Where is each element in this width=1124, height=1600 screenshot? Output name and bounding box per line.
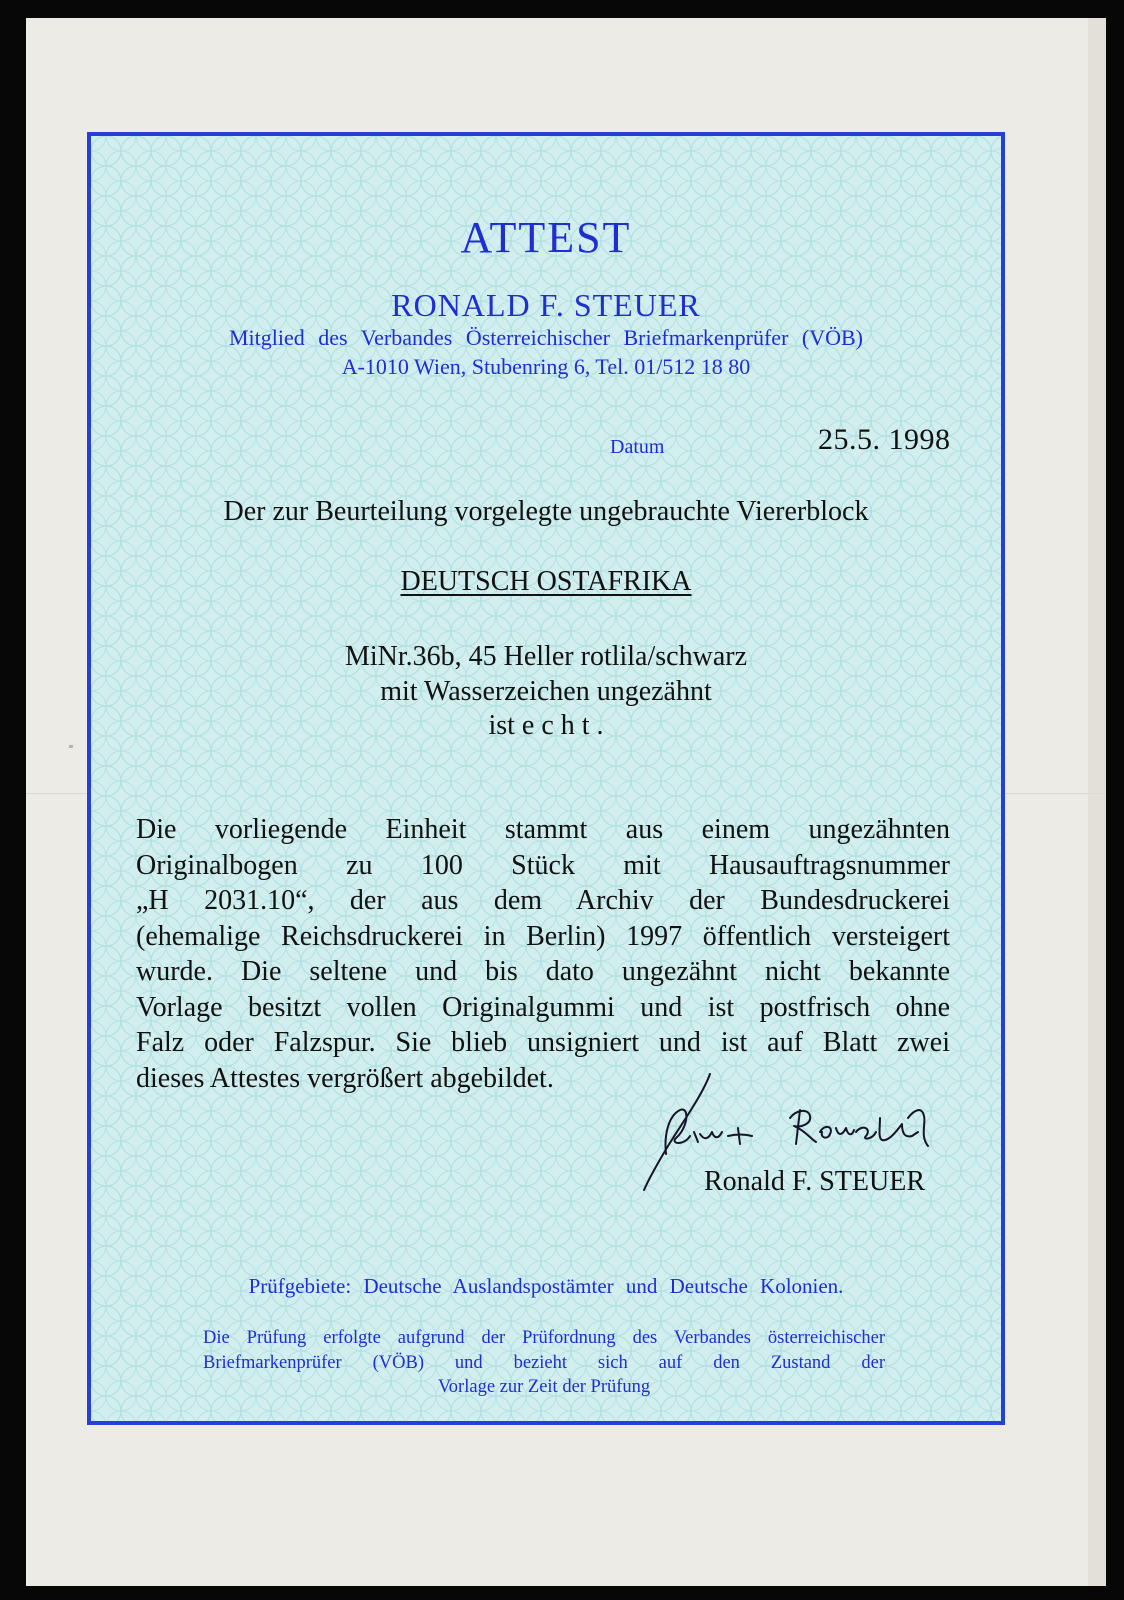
paragraph-line: „H 2031.10“, der aus dem Archiv der Bundesdruckerei (136, 885, 950, 916)
membership-line: Mitglied des Verbandes Österreichischer Briefmarkenprüfer (VÖB) (229, 325, 863, 350)
paragraph-line: Originalbogen zu 100 Stück mit Hausauftragsnummer (136, 849, 950, 881)
issuer-name: RONALD F. STEUER (391, 287, 701, 323)
paragraph-line: wurde. Die seltene und bis dato ungezähnt nicht bekannte (136, 956, 950, 987)
signatory-name: Ronald F. STEUER (704, 1166, 925, 1197)
footer-line: Die Prüfung erfolgte aufgrund der Prüfordnung des Verbandes österreichischer (203, 1328, 885, 1348)
paragraph-line: dieses Attestes vergrößert abgebildet. (136, 1062, 554, 1094)
date-value: 25.5. 1998 (818, 423, 951, 456)
examination-areas: Prüfgebiete: Deutsche Auslandspostämter und Deutsche Kolonien. (248, 1274, 844, 1298)
intro-text: Der zur Beurteilung vorgelegte ungebrauchte Viererblock (223, 496, 869, 527)
item-line: mit Wasserzeichen ungezähnt (380, 676, 712, 707)
item-line: MiNr.36b, 45 Heller rotlila/schwarz (344, 641, 747, 672)
address-line: A-1010 Wien, Stubenring 6, Tel. 01/512 18 80 (341, 354, 751, 379)
date-label: Datum (610, 436, 665, 458)
description-paragraph (136, 812, 950, 1096)
footer-line: Briefmarkenprüfer (VÖB) und bezieht sich auf den Zustand der (203, 1352, 885, 1373)
paper-edge (1088, 18, 1106, 1586)
paragraph-line: (ehemalige Reichsdruckerei in Berlin) 1997 öffentlich versteigert (136, 920, 950, 952)
verdict-line: ist e c h t . (488, 710, 604, 741)
paragraph-line: Die vorliegende Einheit stammt aus einem ungezähnten (136, 814, 950, 845)
footer-line: Vorlage zur Zeit der Prüfung (437, 1377, 651, 1397)
paper-mark (69, 745, 73, 748)
certificate-title: ATTEST (460, 213, 632, 262)
paragraph-line: Falz oder Falzspur. Sie blieb unsigniert und ist auf Blatt zwei (136, 1027, 950, 1058)
paragraph-line: Vorlage besitzt vollen Originalgummi und ist postfrisch ohne (136, 991, 950, 1023)
footer-notice (203, 1326, 885, 1400)
country-heading: DEUTSCH OSTAFRIKA (400, 566, 692, 597)
